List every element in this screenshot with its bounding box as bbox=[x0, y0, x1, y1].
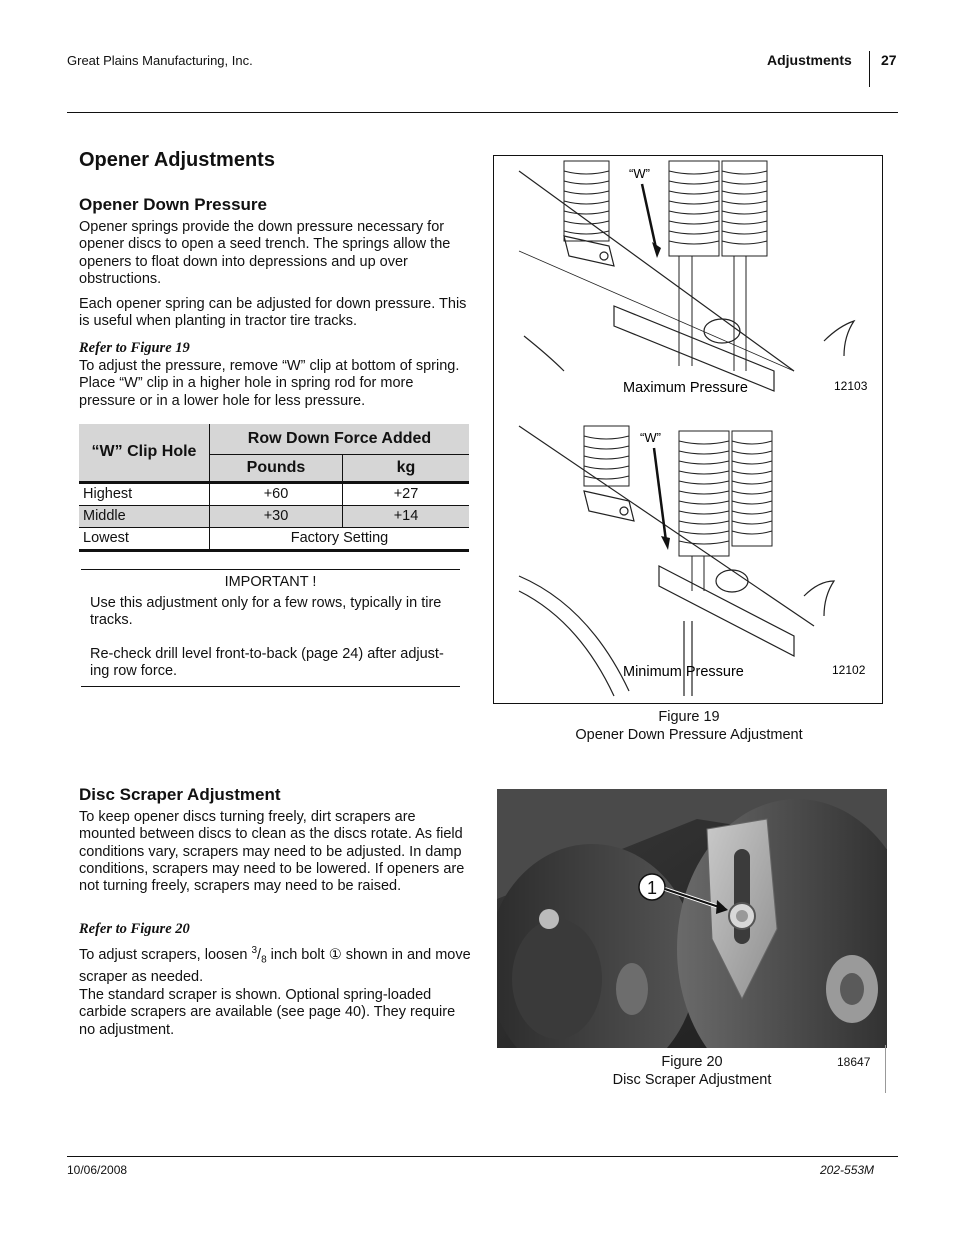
table-header-clip-hole: “W” Clip Hole bbox=[79, 424, 210, 482]
table-cell: +27 bbox=[343, 482, 470, 505]
figure-subcaption: Minimum Pressure bbox=[623, 664, 744, 680]
table-header-pounds: Pounds bbox=[210, 454, 343, 482]
callout-label: 1 bbox=[646, 878, 658, 898]
figure-19 bbox=[493, 155, 883, 704]
page-number: 27 bbox=[881, 52, 897, 68]
figure-reference: Refer to Figure 19 bbox=[79, 340, 190, 356]
figure-20-photo bbox=[497, 789, 887, 1048]
table-header-kg: kg bbox=[343, 454, 470, 482]
w-label: “W” bbox=[640, 430, 661, 445]
header-rule bbox=[67, 112, 898, 113]
paragraph: To keep opener discs turning freely, dirt scrapers are mounted between discs to clean as the discs rotate. As field conditions vary, scrapers may need to be adjusted. In damp conditions, scrapers may need to be lowered. If openers are not turning freely, scrapers may need to be raised. bbox=[79, 809, 465, 895]
paragraph: To adjust the pressure, remove “W” clip at bottom of spring. Place “W” clip in a higher hole in spring rod for more pressure or in a lower hole for less pressure. bbox=[79, 358, 460, 409]
table-cell: +30 bbox=[210, 505, 343, 527]
section-heading-down-pressure: Opener Down Pressure bbox=[79, 195, 268, 214]
text-span: inch bolt ① shown in and move scraper as needed. bbox=[79, 946, 471, 986]
important-text: Re-check drill level front-to-back (page 24) after adjust-ing row force. bbox=[90, 645, 444, 679]
figure-caption-title: Opener Down Pressure Adjustment bbox=[575, 727, 803, 743]
figure-id: 12103 bbox=[834, 379, 868, 393]
figure-caption-title: Disc Scraper Adjustment bbox=[612, 1072, 772, 1088]
section-heading-disc-scraper: Disc Scraper Adjustment bbox=[79, 785, 281, 804]
fraction-numerator: 3 bbox=[251, 945, 258, 956]
disc-scraper-photo bbox=[497, 789, 887, 1048]
paragraph: To adjust scrapers, loosen $^3/_8$ inch bolt ① shown in and move scraper as needed. bbox=[79, 945, 471, 986]
fraction-denominator: 8 bbox=[261, 954, 267, 966]
footer-doc-number: 202-553M bbox=[820, 1163, 875, 1177]
section-title: Adjustments bbox=[767, 52, 852, 68]
header-divider bbox=[869, 51, 870, 87]
paragraph: Each opener spring can be adjusted for down pressure. This is useful when planting in tractor tire tracks. bbox=[79, 296, 467, 330]
important-notice bbox=[81, 569, 460, 687]
table-cell: +14 bbox=[343, 505, 470, 527]
table-cell: Middle bbox=[79, 505, 210, 527]
paragraph: The standard scraper is shown. Optional spring-loaded carbide scrapers are available (see page 40). They require no adjustment. bbox=[79, 987, 456, 1038]
figure-subcaption: Maximum Pressure bbox=[623, 380, 748, 396]
down-force-table bbox=[79, 424, 469, 552]
w-label: “W” bbox=[629, 166, 650, 181]
company-name: Great Plains Manufacturing, Inc. bbox=[67, 53, 253, 68]
text-span: To adjust scrapers, loosen bbox=[79, 946, 252, 963]
table-cell: +60 bbox=[210, 482, 343, 505]
figure-reference: Refer to Figure 20 bbox=[79, 921, 190, 937]
table-row bbox=[79, 482, 469, 505]
table-header-row-down-force: Row Down Force Added bbox=[210, 424, 470, 454]
figure-caption-number: Figure 20 bbox=[661, 1054, 723, 1070]
important-title: IMPORTANT ! bbox=[224, 574, 317, 590]
figure-19-caption bbox=[493, 708, 885, 744]
table-cell: Highest bbox=[79, 482, 210, 505]
spring-illustration bbox=[494, 156, 883, 704]
footer-rule bbox=[67, 1156, 898, 1157]
figure-id: 18647 bbox=[837, 1055, 871, 1069]
table-row bbox=[79, 527, 469, 550]
page-title: Opener Adjustments bbox=[79, 149, 275, 171]
table-cell: Lowest bbox=[79, 527, 210, 550]
figure-id: 12102 bbox=[832, 663, 866, 677]
paragraph: Opener springs provide the down pressure necessary for opener discs to open a seed trench. The springs allow the openers to float down into depressions and up over obstructions. bbox=[79, 219, 451, 287]
figure-20-caption bbox=[497, 1053, 887, 1089]
table-row bbox=[79, 505, 469, 527]
table-cell: Factory Setting bbox=[210, 527, 470, 550]
figure-caption-number: Figure 19 bbox=[658, 709, 720, 725]
footer-date: 10/06/2008 bbox=[67, 1163, 128, 1177]
important-text: Use this adjustment only for a few rows, typically in tire tracks. bbox=[90, 594, 442, 628]
